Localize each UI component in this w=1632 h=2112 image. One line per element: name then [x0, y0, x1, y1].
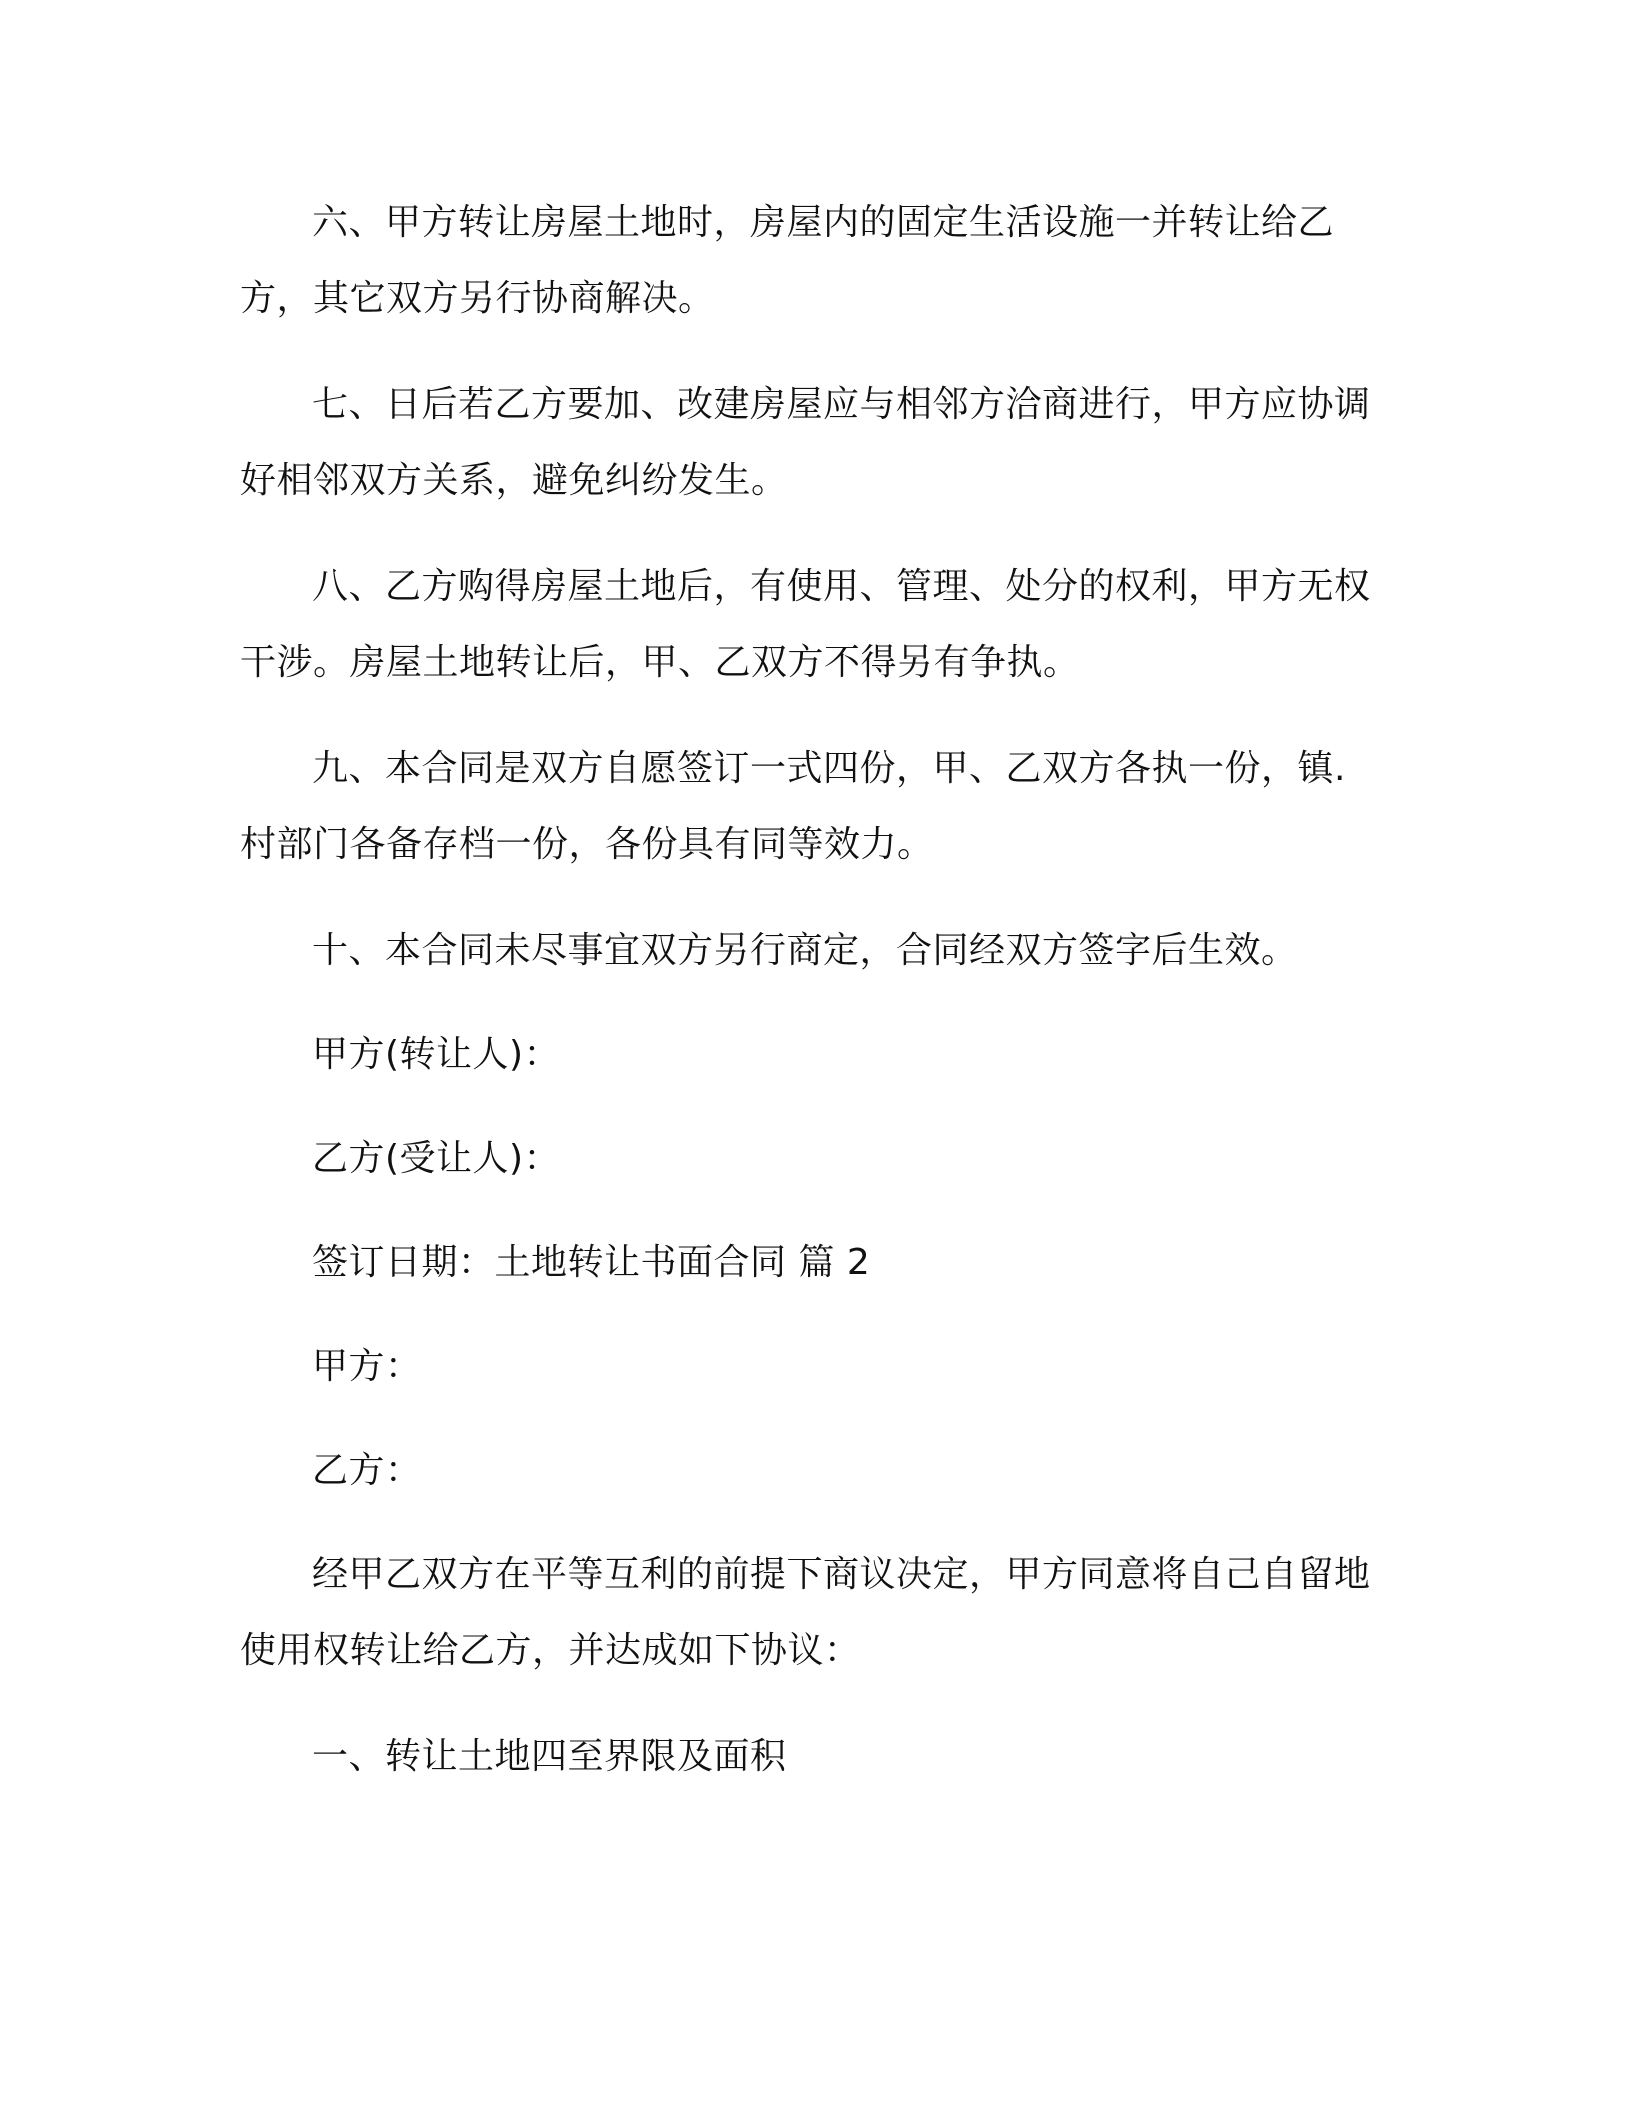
section-one-heading: 一、转让土地四至界限及面积: [312, 1736, 787, 1777]
party-b: 乙方：: [312, 1450, 422, 1491]
clause-ten: 十、本合同未尽事宜双方另行商定，合同经双方签字后生效。: [312, 930, 1298, 971]
party-a-transferor: 甲方(转让人)：: [312, 1034, 561, 1075]
party-b-transferee: 乙方(受让人)：: [312, 1138, 561, 1179]
clause-seven: 七、日后若乙方要加、改建房屋应与相邻方洽商进行，甲方应协调好相邻双方关系，避免纠纷发生。: [240, 384, 1371, 501]
party-a: 甲方：: [312, 1346, 422, 1387]
clause-nine: 九、本合同是双方自愿签订一式四份，甲、乙双方各执一份，镇.村部门各备存档一份，各份具有同等效力。: [240, 748, 1346, 865]
document-body: [240, 185, 1378, 1823]
clause-eight: 八、乙方购得房屋土地后，有使用、管理、处分的权利，甲方无权干涉。房屋土地转让后，甲、乙双方不得另有争执。: [240, 566, 1371, 683]
signing-date: 签订日期：土地转让书面合同 篇 2: [312, 1242, 871, 1283]
clause-six: 六、甲方转让房屋土地时，房屋内的固定生活设施一并转让给乙方，其它双方另行协商解决。: [240, 202, 1335, 319]
agreement-intro: 经甲乙双方在平等互利的前提下商议决定，甲方同意将自己自留地使用权转让给乙方，并达成如下协议：: [240, 1554, 1371, 1671]
